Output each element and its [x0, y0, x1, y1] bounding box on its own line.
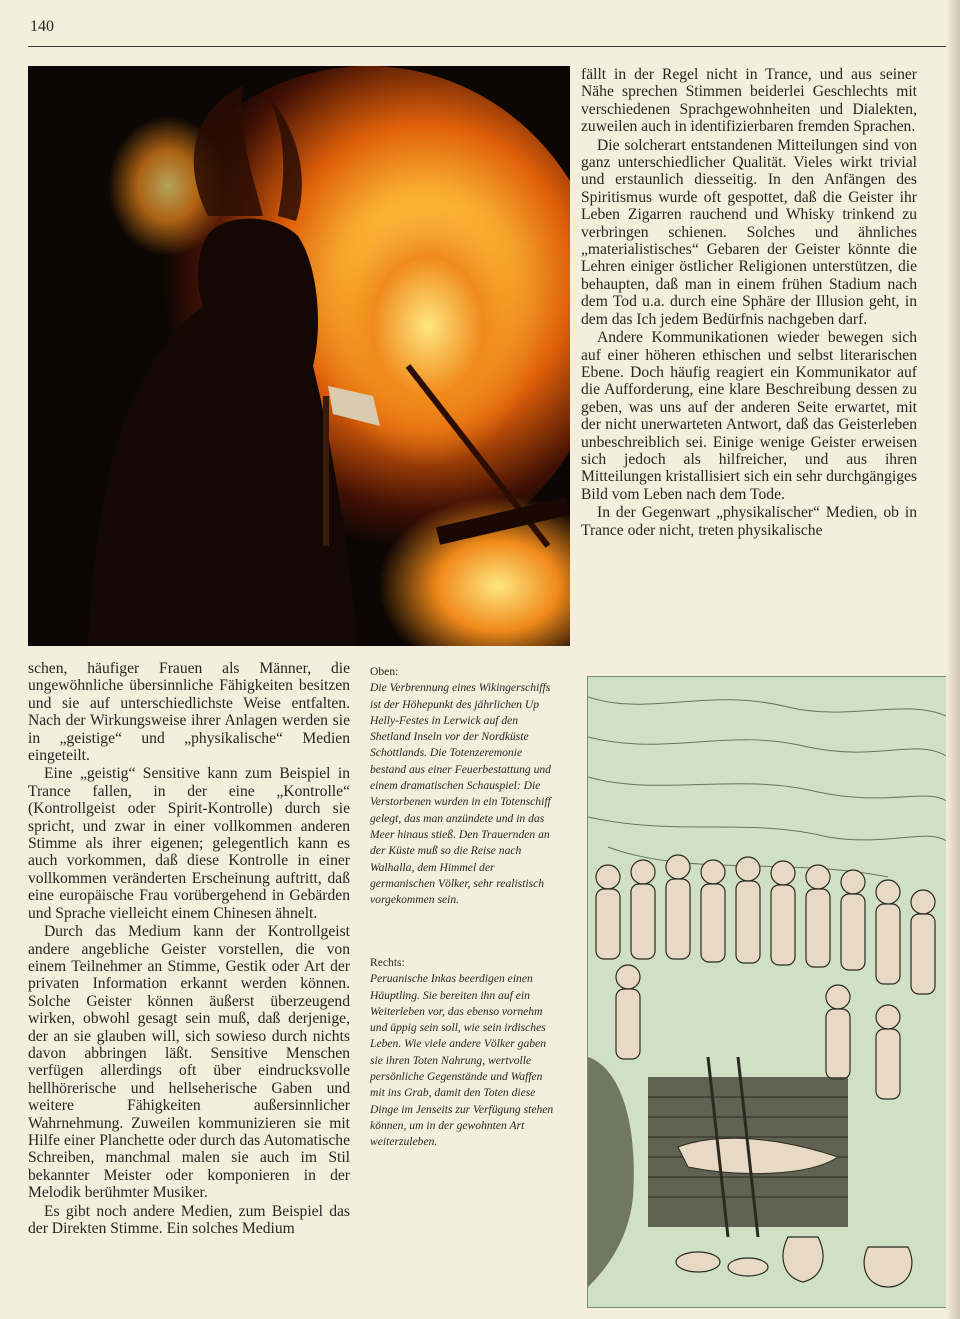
caption-text: Peruanische Inkas beerdigen einen Häuptling. Sie bereiten ihn auf ein Weiterleben vor, das ebenso vornehm und üppig sein soll, wie sein irdisches Leben. Wie viele andere Völker gaben sie ihren Toten Nahrung, wertvolle persönliche Gegenstände und Waffen mit ins Grab, damit den Toten diese Dinge im Jenseits zur Verfügung stehen können, um in der gewohnten Art weiterzuleben.: [370, 972, 554, 1149]
page-number: 140: [30, 18, 54, 35]
caption-text: Die Verbrennung eines Wikingerschiffs ist der Höhepunkt des jährlichen Up Helly-Festes in Lerwick auf den Shetland Inseln vor der Nordküste Schottlands. Die Totenzeremonie bestand aus einer Feuerbestattung und einem dramatischen Schauspiel: Die Verstorbenen wurden in ein Totenschiff gelegt, das man anzündete und in das Meer hinaus stieß. Den Trauernden an der Küste muß so die Reise nach Walhalla, dem Himmel der germanischen Völker, sehr realistisch vorgekommen sein.: [370, 681, 551, 907]
header-rule: [28, 46, 946, 47]
paragraph: Durch das Medium kann der Kontrollgeist andere angebliche Geister vorstellen, die von einem Teilnehmer an Stimme, Gestik oder Art der privaten Information erkannt werden können. Solche Geister können äußerst überzeugend wirken, obwohl gesagt sein muß, daß derjenige, der an sie glauben will, sich sowieso durch nichts davon abbringen läßt. Sensitive Menschen verfügen allerdings oft über eindrucksvolle hellhörerische und hellseherische Gaben und weitere Fähigkeiten außersinnlicher Wahrnehmung. Zuweilen kommunizieren sie mit Hilfe einer Planchette oder durch das Automatische Schreiben, manchmal malen sie auch im Stil bekannter Meister oder komponieren in der Melodik berühmter Musiker.: [28, 923, 350, 1202]
paragraph: schen, häufiger Frauen als Männer, die ungewöhnliche übersinnliche Fähigkeiten besitzen und sie auf unterschiedlichste Weise entfalten. Nach der Wirkungsweise ihrer Anlagen werden sie in „geistige“ und „physikalische“ Medien eingeteilt.: [28, 660, 350, 765]
caption-label: Oben:: [370, 665, 399, 678]
right-column-text: [581, 66, 917, 539]
left-column-text: [28, 660, 350, 1237]
viking-torch-fire-photo-icon: [28, 66, 570, 646]
paragraph: fällt in der Regel nicht in Trance, und aus seiner Nähe sprechen Stimmen beiderlei Geschlechts mit verschiedenen Sprachgewohnheiten und Dialekten, zuweilen auch in identifizierbaren fremden Sprachen.: [581, 66, 917, 136]
paragraph: Es gibt noch andere Medien, zum Beispiel das der Direkten Stimme. Ein solches Medium: [28, 1202, 350, 1237]
inca-burial-engraving-icon: [588, 677, 948, 1307]
paragraph: Eine „geistig“ Sensitive kann zum Beispiel in Trance fallen, in der eine „Kontrolle“ (Kontrollgeist oder Spirit-Kontrolle) durch sie spricht, und zwar in einer vollkommen anderen Stimme als ihrer eigenen; gelegentlich kann es auch vorkommen, daß diese Kontrolle in einer vollkommen veränderten Erscheinung auftritt, daß eine europäische Frau vorübergehend in Gebärden und Sprache vielleicht einem Chinesen ähnelt.: [28, 765, 350, 922]
inca-burial-engraving: [587, 676, 949, 1308]
paragraph: Andere Kommunikationen wieder bewegen sich auf einer höheren ethischen und selbst literarischen Ebene. Doch häufig reagiert ein Kommunikator auf die Aufforderung, eine klare Beschreibung dessen zu geben, was uns auf der anderen Seite erwartet, mit der nicht unerwarteten Antwort, daß das Geisterleben unbeschreiblich sei. Einige wenige Geister erweisen sich jedoch als hilfreicher, und aus ihren Mitteilungen kristallisiert sich ein sehr durchgängiges Bild vom Leben nach dem Tode.: [581, 329, 917, 503]
paragraph: Die solcherart entstandenen Mitteilungen sind von ganz unterschiedlicher Qualität. Vieles wirkt trivial und erstaunlich diesseitig. In den Anfängen des Spiritismus wurde oft gespottet, daß die Geister ihr Leben Zigarren rauchend und Whisky trinkend zu verbringen schienen. Solches und ähnliches „materialistisches“ Gebaren der Geister könnte die Lehren einiger östlicher Religionen unterstützen, die behaupten, daß man in einem frühen Stadium nach dem Tod u.a. durch eine Sphäre der Illusion geht, in dem das Ich jedem Bedürfnis nachgeben darf.: [581, 136, 917, 328]
caption-label: Rechts:: [370, 956, 405, 969]
page-spine-shadow: [946, 0, 960, 1319]
caption-bottom: [370, 955, 560, 1151]
viking-fire-photo: [28, 66, 570, 646]
caption-top: [370, 664, 560, 908]
paragraph: In der Gegenwart „physikalischer“ Medien, ob in Trance oder nicht, treten physikalische: [581, 504, 917, 539]
